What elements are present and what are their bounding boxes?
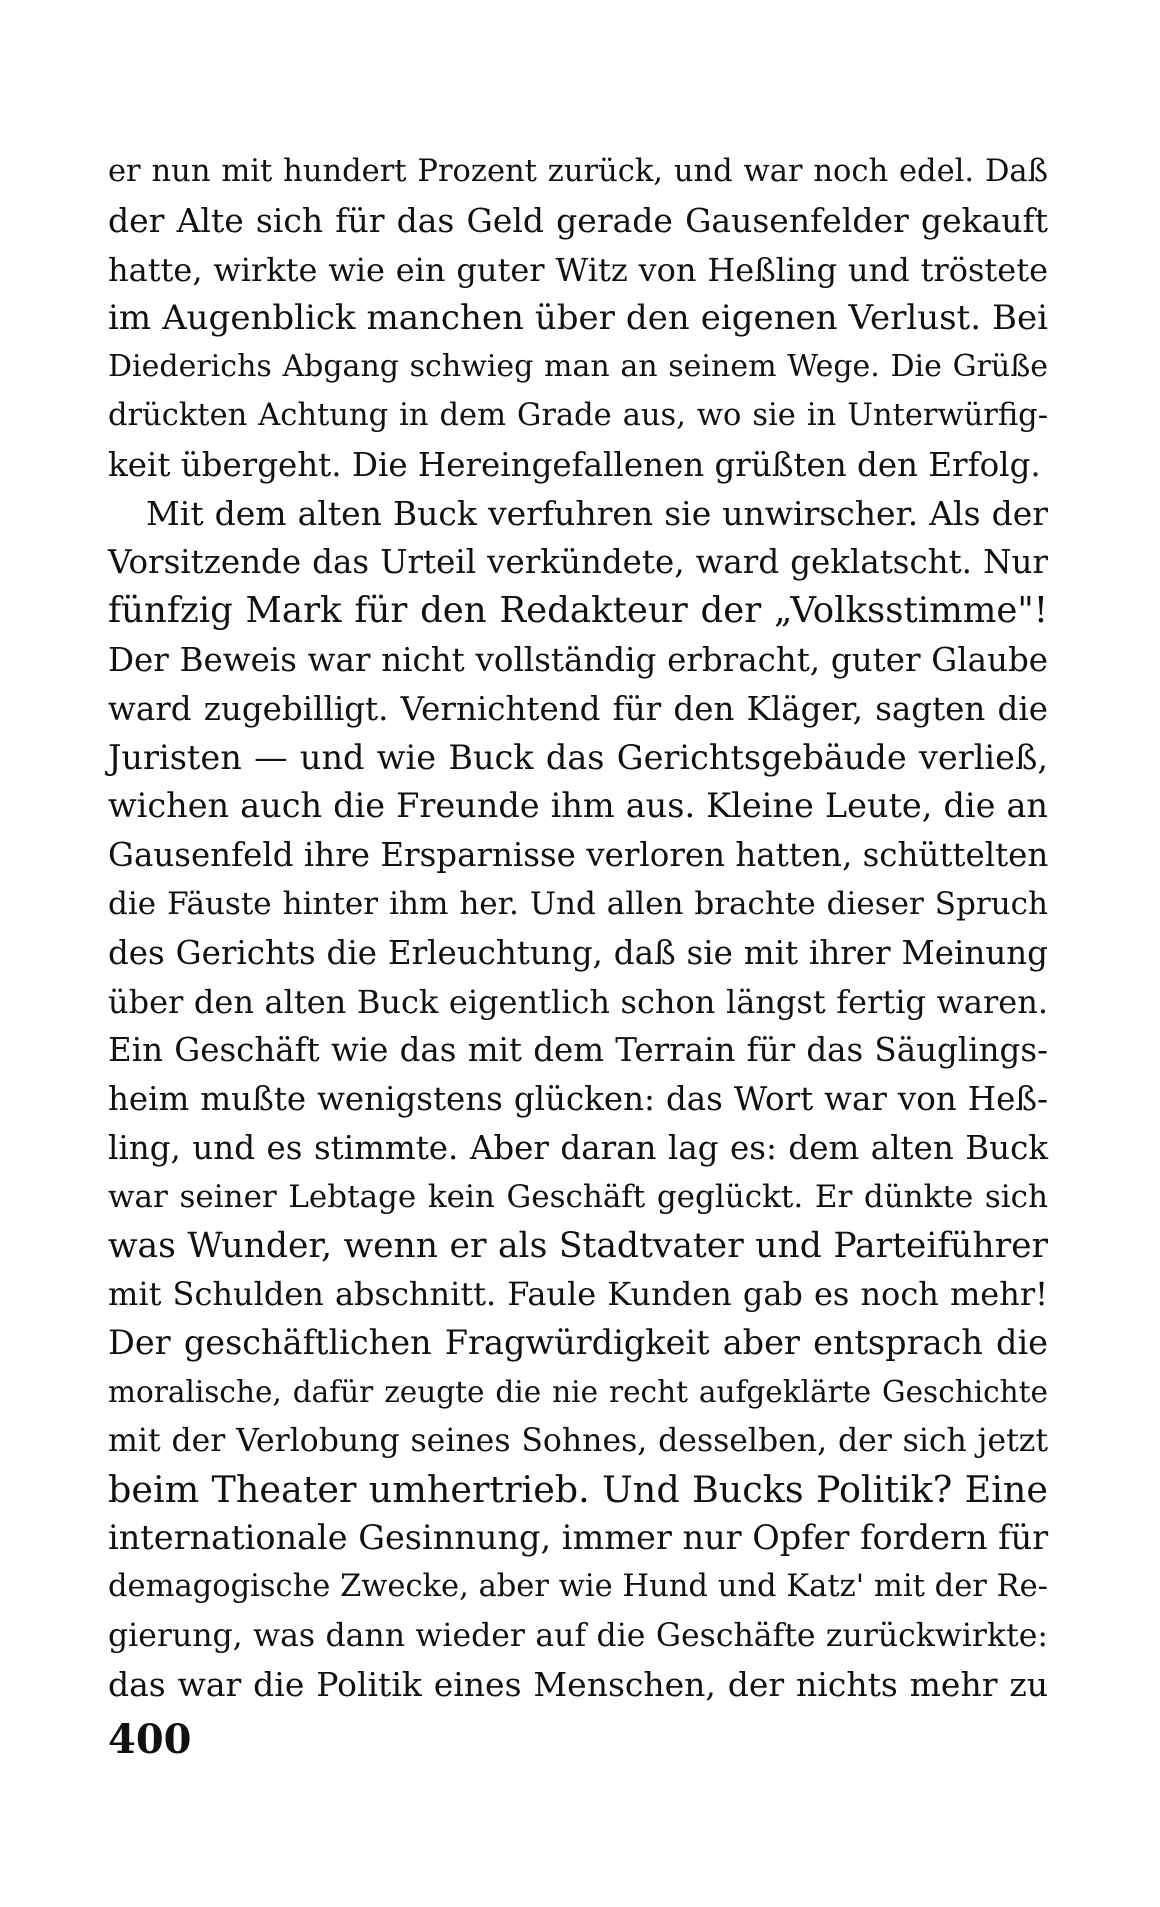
page-number: 400: [108, 1716, 192, 1763]
text-line: keit übergeht. Die Hereingefallenen grüßten den Erfolg.: [108, 445, 1041, 484]
text-line: des Gerichts die Erleuchtung, daß sie mit ihrer Meinung: [108, 933, 1048, 972]
text-line: der Alte sich für das Geld gerade Gausenfelder gekauft: [108, 200, 1048, 240]
text-line: über den alten Buck eigentlich schon längst fertig waren.: [108, 982, 1048, 1021]
text-line: heim mußte wenigstens glücken: das Wort war von Heß-: [108, 1080, 1048, 1119]
text-line: was Wunder, wenn er als Stadtvater und Parteiführer: [108, 1225, 1048, 1266]
text-line: er nun mit hundert Prozent zurück, und war noch edel. Daß: [108, 154, 1048, 189]
text-line: Ein Geschäft wie das mit dem Terrain für das Säuglings-: [108, 1031, 1048, 1070]
text-line: war seiner Lebtage kein Geschäft geglückt. Er dünkte sich: [108, 1178, 1048, 1215]
text-line: die Fäuste hinter ihm her. Und allen brachte dieser Spruch: [108, 885, 1048, 922]
text-line: moralische, dafür zeugte die nie recht aufgeklärte Geschichte: [108, 1374, 1048, 1409]
text-line: beim Theater umhertrieb. Und Bucks Politik? Eine: [108, 1467, 1048, 1511]
text-line: demagogische Zwecke, aber wie Hund und Katz' mit der Re-: [108, 1569, 1048, 1605]
body-text: [108, 148, 1048, 1710]
text-line: drückten Achtung in dem Grade aus, wo sie in Unterwürfig-: [108, 397, 1048, 433]
text-line: gierung, was dann wieder auf die Geschäfte zurückwirkte:: [108, 1617, 1048, 1654]
text-line: das war die Politik eines Menschen, der nichts mehr zu: [108, 1664, 1048, 1704]
text-line: Der geschäftlichen Fragwürdigkeit aber entsprach die: [108, 1323, 1048, 1363]
text-line: ling, und es stimmte. Aber daran lag es: dem alten Buck: [108, 1128, 1048, 1167]
text-line: mit Schulden abschnitt. Faule Kunden gab es noch mehr!: [108, 1275, 1048, 1314]
text-line: mit der Verlobung seines Sohnes, desselben, der sich jetzt: [108, 1422, 1048, 1459]
text-line: Diederichs Abgang schwieg man an seinem Wege. Die Grüße: [108, 349, 1048, 385]
text-line: Gausenfeld ihre Ersparnisse verloren hatten, schüttelten: [108, 836, 1049, 875]
text-line: Juristen — und wie Buck das Gerichtsgebäude verließ,: [108, 737, 1048, 777]
text-line: wichen auch die Freunde ihm aus. Kleine Leute, die an: [108, 786, 1048, 826]
text-line: Mit dem alten Buck verfuhren sie unwirscher. Als der: [146, 493, 1048, 533]
text-line: im Augenblick manchen über den eigenen Verlust. Bei: [108, 298, 1048, 339]
text-line: internationale Gesinnung, immer nur Opfer fordern für: [108, 1518, 1049, 1558]
text-line: ward zugebilligt. Vernichtend für den Kläger, sagten die: [108, 689, 1048, 728]
text-line: fünfzig Mark für den Redakteur der „Volksstimme"!: [108, 590, 1048, 632]
text-line: Der Beweis war nicht vollständig erbracht, guter Glaube: [108, 640, 1048, 679]
text-line: Vorsitzende das Urteil verkündete, ward geklatscht. Nur: [108, 543, 1048, 582]
text-line: hatte, wirkte wie ein guter Witz von Heßling und tröstete: [108, 250, 1048, 289]
